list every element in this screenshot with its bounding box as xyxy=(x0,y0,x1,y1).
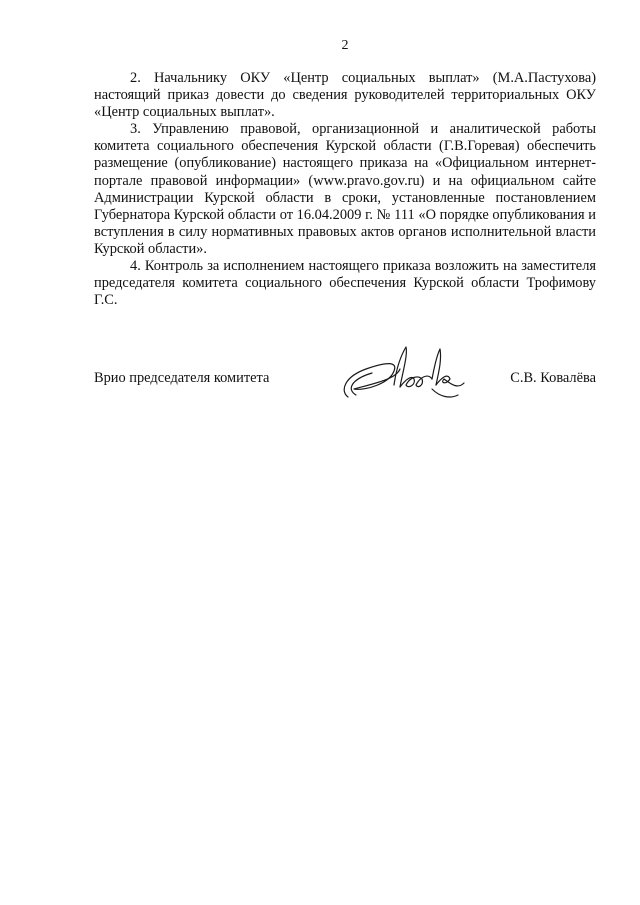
signatory-position: Врио председателя комитета xyxy=(94,370,270,386)
signatory-name: С.В. Ковалёва xyxy=(510,370,596,386)
signature-block xyxy=(94,365,596,405)
document-body xyxy=(94,70,596,309)
paragraph-4: 4. Контроль за исполнением настоящего приказа возложить на заместителя председателя комитета социального обеспечения Курской области Трофимову Г.С. xyxy=(94,258,596,309)
paragraph-2: 2. Начальнику ОКУ «Центр социальных выплат» (М.А.Пастухова) настоящий приказ довести до сведения руководителей территориальных ОКУ «Центр социальных выплат». xyxy=(94,70,596,121)
paragraph-3: 3. Управлению правовой, организационной и аналитической работы комитета социального обеспечения Курской области (Г.В.Горевая) обеспечить размещение (опубликование) настоящего приказа на «Официальном интернет-портале правовой информации» (www.pravo.gov.ru) и на официальном сайте Администрации Курской области в сроки, установленные постановлением Губернатора Курской области от 16.04.2009 г. № 111 «О порядке опубликования и вступления в силу нормативных правовых актов органов исполнительной власти Курской области». xyxy=(94,121,596,257)
handwritten-signature xyxy=(336,339,476,409)
page-number: 2 xyxy=(341,38,349,53)
